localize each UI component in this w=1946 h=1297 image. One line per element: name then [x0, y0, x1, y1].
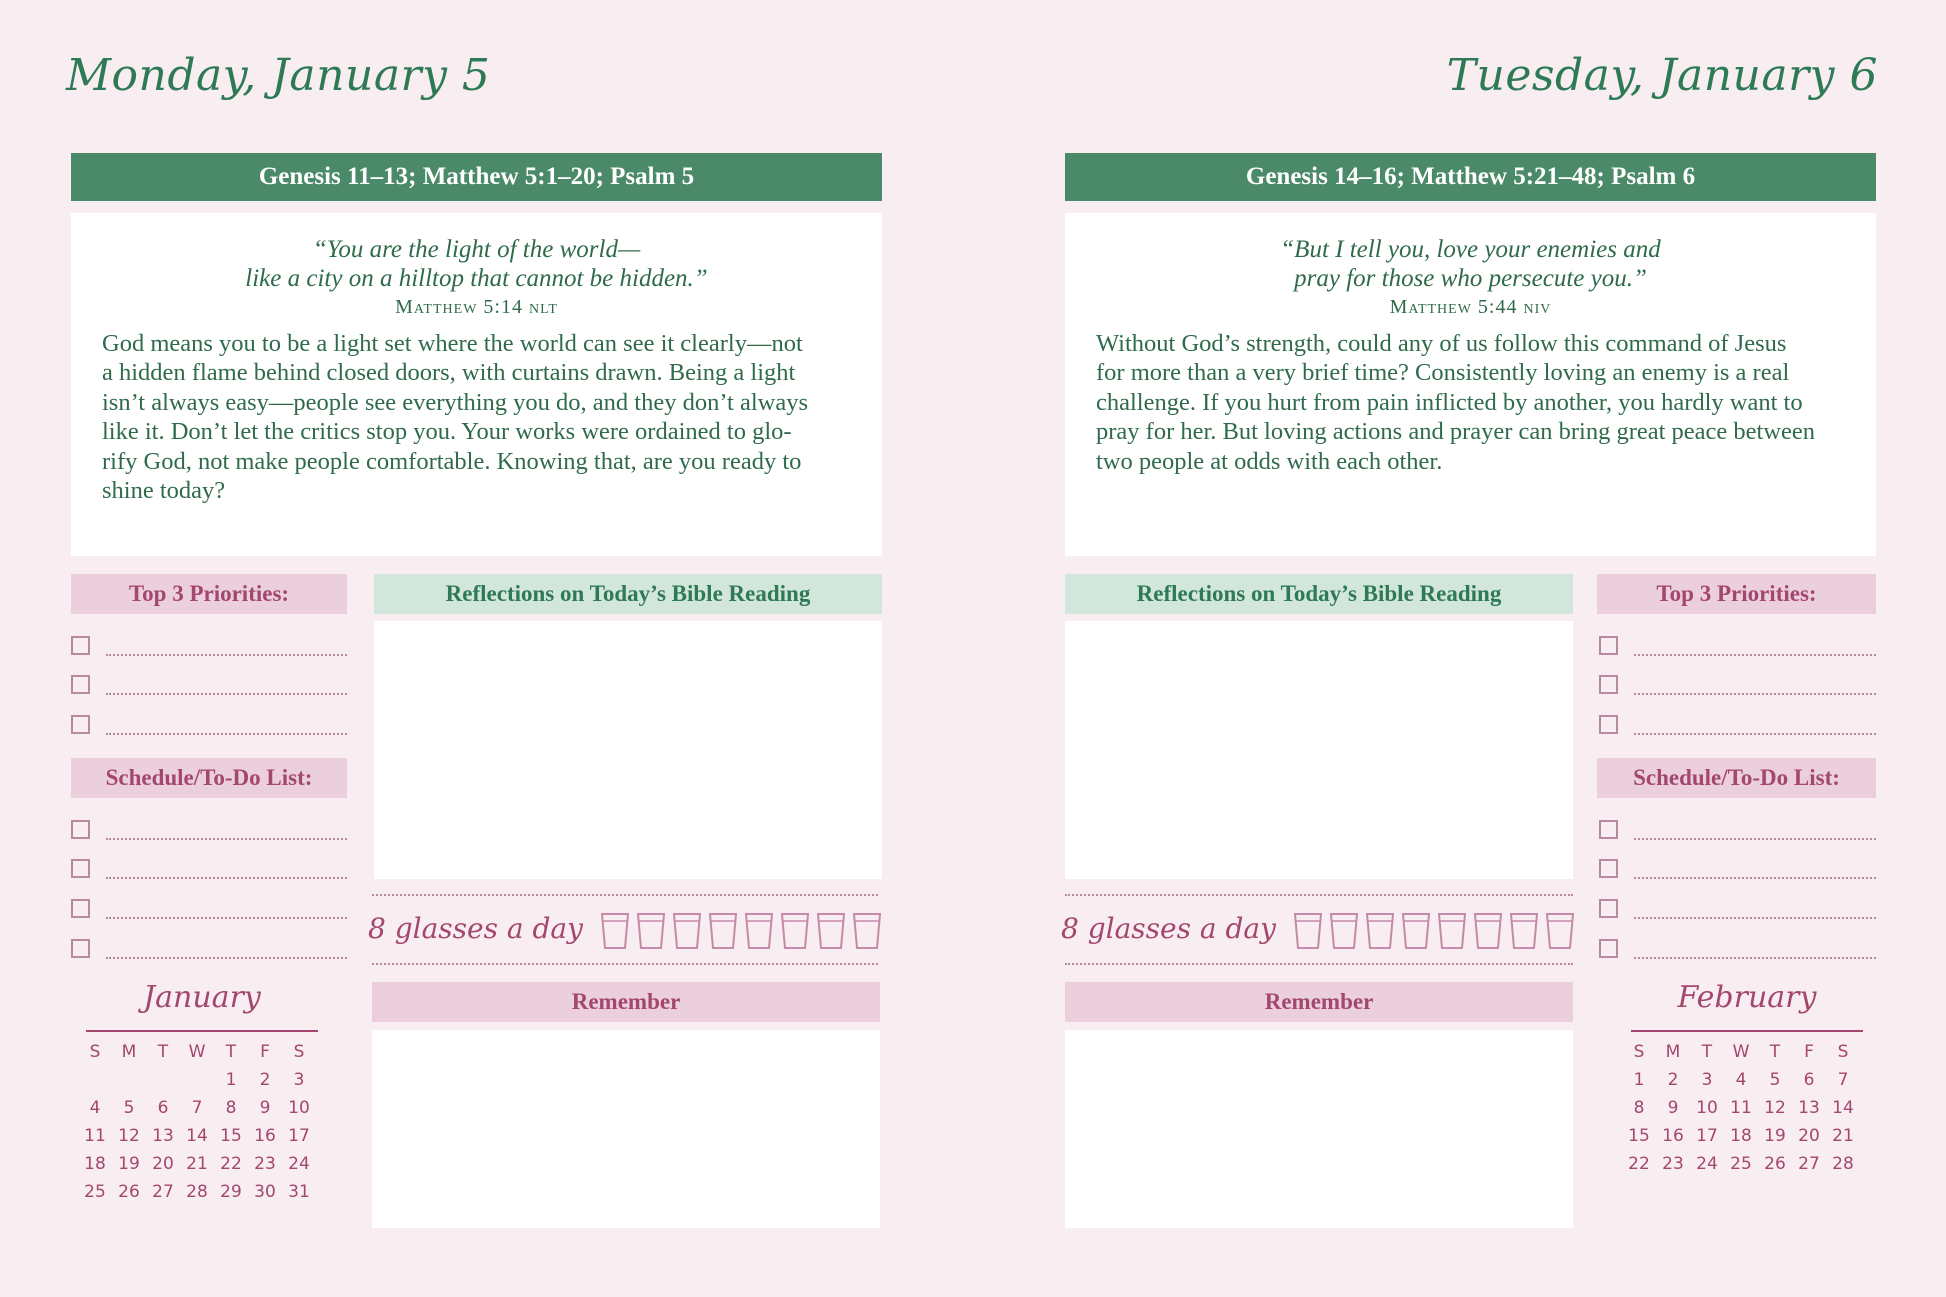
- calendar-weekday: W: [188, 1042, 206, 1062]
- scripture-quote: [71, 235, 882, 293]
- calendar-day: 22: [1628, 1154, 1650, 1174]
- reflections-label: Reflections on Today’s Bible Reading: [1136, 581, 1502, 606]
- priority-item[interactable]: [1599, 675, 1876, 697]
- calendar-day: 9: [259, 1098, 271, 1118]
- todo-item[interactable]: [71, 939, 347, 961]
- devotion-line: two people at odds with each other.: [1096, 447, 1443, 475]
- calendar-day: 7: [1837, 1070, 1849, 1090]
- calendar-day: 4: [89, 1098, 101, 1118]
- calendar-day: 1: [1633, 1070, 1645, 1090]
- write-line[interactable]: [1634, 693, 1876, 695]
- priorities-label: Top 3 Priorities:: [1656, 581, 1817, 606]
- water-glass-icon[interactable]: [744, 912, 774, 954]
- calendar-day: 5: [123, 1098, 135, 1118]
- write-line[interactable]: [106, 877, 347, 879]
- calendar-day: 6: [1803, 1070, 1815, 1090]
- calendar-day: 19: [118, 1154, 140, 1174]
- water-glass-icon[interactable]: [1329, 912, 1359, 954]
- water-glasses: [1293, 912, 1573, 952]
- reflections-area[interactable]: [1065, 621, 1573, 879]
- devotion-line: isn’t always easy—people see everything you do, and they don’t always: [102, 388, 809, 416]
- write-line[interactable]: [1634, 957, 1876, 959]
- water-glass-icon[interactable]: [600, 912, 630, 954]
- water-glass-icon[interactable]: [1365, 912, 1395, 954]
- calendar-weekday: W: [1732, 1042, 1750, 1062]
- calendar-day: 19: [1764, 1126, 1786, 1146]
- calendar-rule: [1631, 1030, 1863, 1032]
- todo-item[interactable]: [1599, 939, 1876, 961]
- calendar-day: 31: [288, 1182, 310, 1202]
- calendar-weekday: S: [1633, 1042, 1645, 1062]
- water-glass-icon[interactable]: [708, 912, 738, 954]
- scripture-citation: Matthew 5:14 nlt: [395, 296, 558, 318]
- calendar-day: 25: [1730, 1154, 1752, 1174]
- remember-area[interactable]: [372, 1030, 880, 1228]
- calendar-day: 16: [254, 1126, 276, 1146]
- day-title: Monday, January 5: [66, 50, 491, 101]
- calendar-day: 9: [1667, 1098, 1679, 1118]
- remember-label: Remember: [1264, 989, 1374, 1014]
- water-glass-icon[interactable]: [1437, 912, 1467, 954]
- reading-bar: [71, 153, 882, 201]
- priority-item[interactable]: [1599, 636, 1876, 658]
- priorities-header: [71, 574, 347, 614]
- checkbox[interactable]: [1599, 899, 1618, 918]
- schedule-header: [71, 758, 347, 798]
- calendar-day: 23: [254, 1154, 276, 1174]
- checkbox[interactable]: [71, 675, 90, 694]
- reflections-header: [374, 574, 882, 614]
- checkbox[interactable]: [1599, 715, 1618, 734]
- calendar-weekday: T: [225, 1042, 237, 1062]
- todo-item[interactable]: [1599, 899, 1876, 921]
- calendar-weekday: M: [1665, 1042, 1681, 1062]
- reading-text: Genesis 11–13; Matthew 5:1–20; Psalm 5: [258, 163, 695, 190]
- calendar-day: 10: [1696, 1098, 1718, 1118]
- calendar-day: 26: [1764, 1154, 1786, 1174]
- calendar-day: 29: [220, 1182, 242, 1202]
- calendar-day: 6: [157, 1098, 169, 1118]
- calendar-day: 18: [84, 1154, 106, 1174]
- todo-item[interactable]: [71, 899, 347, 921]
- water-tracker-label: 8 glasses a day: [368, 912, 583, 945]
- calendar-weekday: S: [89, 1042, 101, 1062]
- calendar-day: 23: [1662, 1154, 1684, 1174]
- tracker-top-rule: [372, 894, 878, 896]
- calendar-day: 18: [1730, 1126, 1752, 1146]
- calendar-day: 12: [1764, 1098, 1786, 1118]
- calendar-day: 24: [1696, 1154, 1718, 1174]
- tracker-top-rule: [1065, 894, 1573, 896]
- calendar-day: 13: [152, 1126, 174, 1146]
- calendar-day: 26: [118, 1182, 140, 1202]
- calendar-day: 24: [288, 1154, 310, 1174]
- checkbox[interactable]: [1599, 675, 1618, 694]
- priority-item[interactable]: [71, 715, 347, 737]
- devotion-text: [102, 329, 852, 505]
- write-line[interactable]: [1634, 654, 1876, 656]
- checkbox[interactable]: [1599, 939, 1618, 958]
- devotion-line: shine today?: [102, 477, 226, 505]
- priority-item[interactable]: [71, 675, 347, 697]
- calendar-day: 28: [186, 1182, 208, 1202]
- calendar-day: 17: [1696, 1126, 1718, 1146]
- calendar-month: January: [143, 980, 261, 1015]
- water-glass-icon[interactable]: [672, 912, 702, 954]
- checkbox[interactable]: [71, 820, 90, 839]
- checkbox[interactable]: [1599, 636, 1618, 655]
- write-line[interactable]: [106, 917, 347, 919]
- tracker-bottom-rule: [372, 963, 878, 965]
- calendar-day: 5: [1769, 1070, 1781, 1090]
- schedule-label: Schedule/To-Do List:: [1633, 765, 1840, 790]
- checkbox[interactable]: [71, 899, 90, 918]
- devotion-line: Without God’s strength, could any of us follow this command of Jesus: [1096, 330, 1787, 357]
- calendar-day: 21: [186, 1154, 208, 1174]
- calendar-day: 13: [1798, 1098, 1820, 1118]
- devotion-box: [1065, 213, 1876, 556]
- scripture-quote: [1065, 235, 1876, 293]
- calendar-weekday: S: [1837, 1042, 1849, 1062]
- calendar-day: 30: [254, 1182, 276, 1202]
- priority-item[interactable]: [71, 636, 347, 658]
- priorities-label: Top 3 Priorities:: [128, 581, 290, 606]
- reflections-area[interactable]: [374, 621, 882, 879]
- water-tracker-label: 8 glasses a day: [1061, 912, 1276, 945]
- devotion-line: rify God, not make people comfortable. Knowing that, are you ready to: [102, 447, 802, 475]
- todo-item[interactable]: [1599, 820, 1876, 842]
- calendar-day: 15: [1628, 1126, 1650, 1146]
- scripture-citation: Matthew 5:44 niv: [1389, 296, 1552, 318]
- water-glass-icon[interactable]: [1509, 912, 1539, 954]
- calendar-day: 12: [118, 1126, 140, 1146]
- write-line[interactable]: [106, 957, 347, 959]
- devotion-box: [71, 213, 882, 556]
- calendar-day: 15: [220, 1126, 242, 1146]
- write-line[interactable]: [1634, 838, 1876, 840]
- tracker-bottom-rule: [1065, 963, 1573, 965]
- write-line[interactable]: [106, 838, 347, 840]
- write-line[interactable]: [1634, 917, 1876, 919]
- devotion-line: a hidden flame behind closed doors, with curtains drawn. Being a light: [102, 359, 796, 387]
- reading-bar: [1065, 153, 1876, 201]
- calendar-day: 20: [1798, 1126, 1820, 1146]
- water-glass-icon[interactable]: [1401, 912, 1431, 954]
- checkbox[interactable]: [1599, 820, 1618, 839]
- calendar-month: February: [1677, 980, 1817, 1015]
- reading-text: Genesis 14–16; Matthew 5:21–48; Psalm 6: [1245, 163, 1696, 190]
- water-glass-icon[interactable]: [1545, 912, 1575, 954]
- calendar-weekday: T: [157, 1042, 169, 1062]
- checkbox[interactable]: [71, 715, 90, 734]
- calendar-day: 8: [225, 1098, 237, 1118]
- write-line[interactable]: [106, 693, 347, 695]
- calendar-day: 10: [288, 1098, 310, 1118]
- calendar-weekday: S: [293, 1042, 305, 1062]
- quote-line-1: “But I tell you, love your enemies and: [1280, 236, 1661, 263]
- checkbox[interactable]: [71, 859, 90, 878]
- remember-area[interactable]: [1065, 1030, 1573, 1228]
- water-glass-icon[interactable]: [636, 912, 666, 954]
- checkbox[interactable]: [1599, 859, 1618, 878]
- calendar-day: 22: [220, 1154, 242, 1174]
- water-glass-icon[interactable]: [852, 912, 882, 954]
- calendar-rule: [86, 1030, 318, 1032]
- calendar-day: 2: [259, 1070, 271, 1090]
- calendar-day: 28: [1832, 1154, 1854, 1174]
- calendar-day: 8: [1633, 1098, 1645, 1118]
- remember-header: [1065, 982, 1573, 1022]
- reflections-header: [1065, 574, 1573, 614]
- write-line[interactable]: [1634, 877, 1876, 879]
- water-glass-icon[interactable]: [1473, 912, 1503, 954]
- calendar-day: 21: [1832, 1126, 1854, 1146]
- quote-line-2: pray for those who persecute you.”: [1294, 265, 1647, 292]
- write-line[interactable]: [106, 733, 347, 735]
- calendar-day: 7: [191, 1098, 203, 1118]
- todo-item[interactable]: [71, 859, 347, 881]
- calendar-weekday: M: [121, 1042, 137, 1062]
- todo-item[interactable]: [71, 820, 347, 842]
- write-line[interactable]: [1634, 733, 1876, 735]
- calendar-day: 16: [1662, 1126, 1684, 1146]
- calendar-day: 3: [293, 1070, 305, 1090]
- day-title: Tuesday, January 6: [1446, 50, 1878, 101]
- calendar-day: 14: [186, 1126, 208, 1146]
- right-page: [973, 0, 1946, 1297]
- water-glass-icon[interactable]: [1293, 912, 1323, 954]
- calendar-day: 25: [84, 1182, 106, 1202]
- priorities-header: [1597, 574, 1876, 614]
- calendar-weekday: T: [1769, 1042, 1781, 1062]
- calendar-day: 2: [1667, 1070, 1679, 1090]
- calendar-day: 4: [1735, 1070, 1747, 1090]
- calendar-day: 11: [84, 1126, 106, 1146]
- todo-item[interactable]: [1599, 859, 1876, 881]
- devotion-line: God means you to be a light set where the world can see it clearly—not: [102, 330, 803, 357]
- devotion-line: like it. Don’t let the critics stop you. Your works were ordained to glo-: [102, 418, 792, 446]
- reflections-label: Reflections on Today’s Bible Reading: [445, 581, 811, 606]
- calendar-day: 11: [1730, 1098, 1752, 1118]
- calendar-day: 17: [288, 1126, 310, 1146]
- calendar-day: 1: [225, 1070, 237, 1090]
- calendar-weekday: F: [260, 1042, 270, 1062]
- schedule-header: [1597, 758, 1876, 798]
- write-line[interactable]: [106, 654, 347, 656]
- calendar-day: 27: [1798, 1154, 1820, 1174]
- checkbox[interactable]: [71, 939, 90, 958]
- checkbox[interactable]: [71, 636, 90, 655]
- remember-header: [372, 982, 880, 1022]
- calendar-weekday: T: [1701, 1042, 1713, 1062]
- calendar-day: 3: [1701, 1070, 1713, 1090]
- priority-item[interactable]: [1599, 715, 1876, 737]
- devotion-line: pray for her. But loving actions and prayer can bring great peace between: [1096, 418, 1816, 446]
- remember-label: Remember: [571, 989, 681, 1014]
- water-glass-icon[interactable]: [816, 912, 846, 954]
- water-glasses: [600, 912, 880, 952]
- devotion-text: [1096, 329, 1846, 476]
- water-glass-icon[interactable]: [780, 912, 810, 954]
- calendar-weekday: F: [1804, 1042, 1814, 1062]
- devotion-line: for more than a very brief time? Consistently loving an enemy is a real: [1096, 359, 1790, 387]
- quote-line-2: like a city on a hilltop that cannot be hidden.”: [245, 265, 708, 292]
- devotion-line: challenge. If you hurt from pain inflicted by another, you hardly want to: [1096, 388, 1803, 416]
- quote-line-1: “You are the light of the world—: [312, 236, 641, 263]
- calendar-day: 14: [1832, 1098, 1854, 1118]
- calendar-day: 27: [152, 1182, 174, 1202]
- schedule-label: Schedule/To-Do List:: [105, 765, 313, 790]
- calendar-day: 20: [152, 1154, 174, 1174]
